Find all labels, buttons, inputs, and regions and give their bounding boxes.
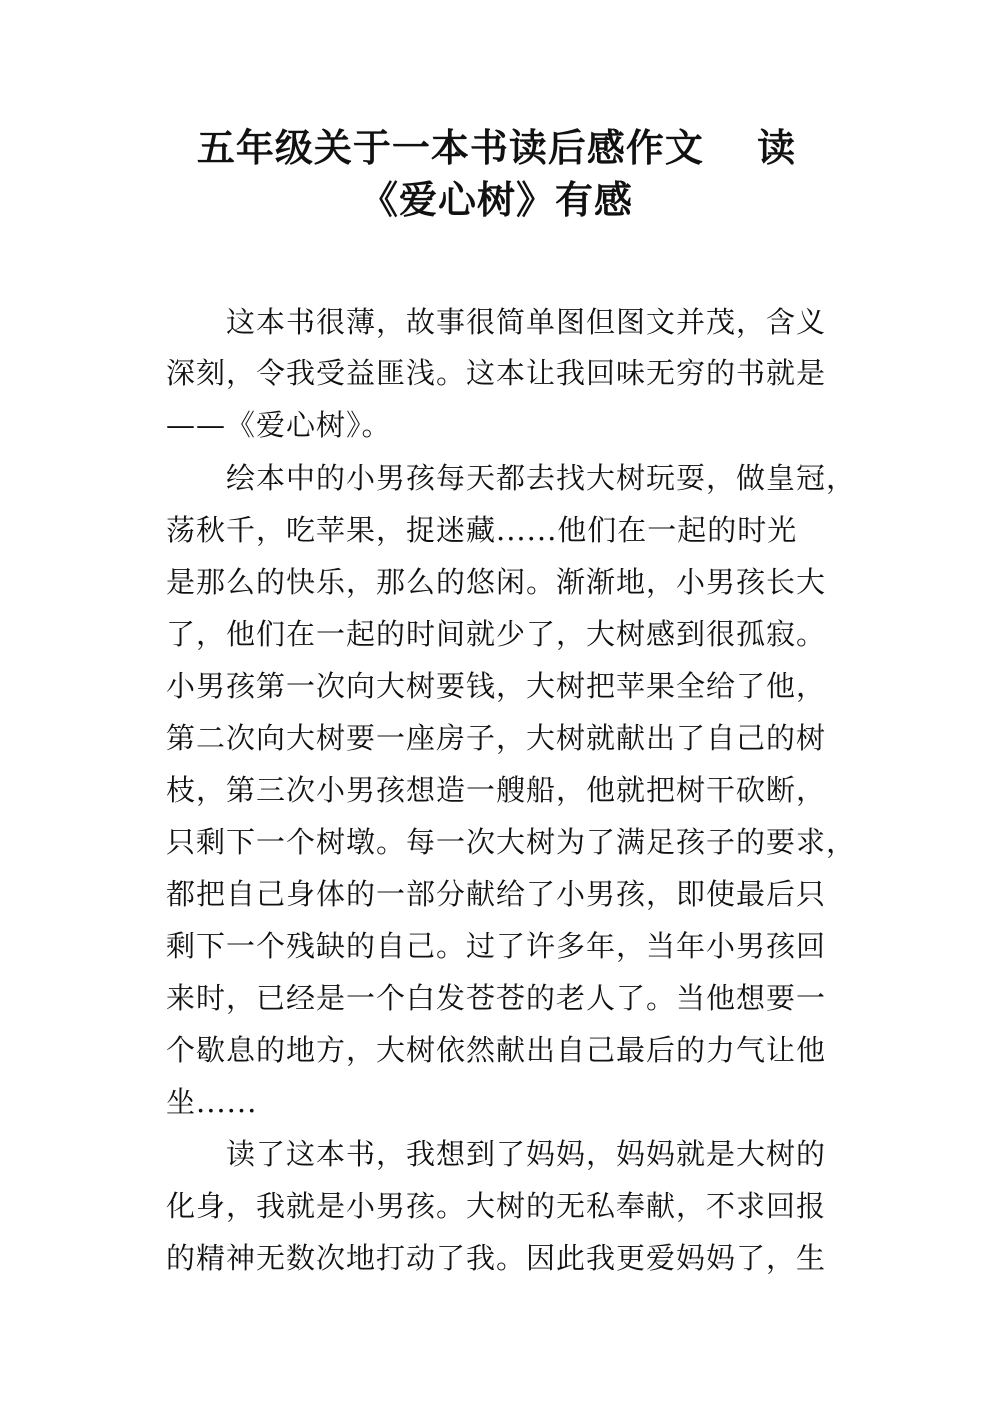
paragraph-3-line-3: 的精神无数次地打动了我。因此我更爱妈妈了，生 xyxy=(166,1241,827,1275)
paragraph-2-line-12: 个歇息的地方，大树依然献出自己最后的力气让他 xyxy=(166,1033,827,1067)
paragraph-1-line-1: 这本书很薄，故事很简单图但图文并茂，含义 xyxy=(166,305,827,339)
paragraph-3-line-2: 化身，我就是小男孩。大树的无私奉献，不求回报 xyxy=(166,1189,827,1223)
paragraph-2-line-4: 了，他们在一起的时间就少了，大树感到很孤寂。 xyxy=(166,617,827,651)
paragraph-1-line-3: ——《爱心树》。 xyxy=(166,408,392,442)
paragraph-1-line-2: 深刻，令我受益匪浅。这本让我回味无穷的书就是 xyxy=(166,356,827,390)
paragraph-2-line-8: 只剩下一个树墩。每一次大树为了满足孩子的要求， xyxy=(166,825,857,859)
paragraph-2-line-11: 来时，已经是一个白发苍苍的老人了。当他想要一 xyxy=(166,981,827,1015)
paragraph-2-line-9: 都把自己身体的一部分献给了小男孩，即使最后只 xyxy=(166,877,827,911)
paragraph-2-line-3: 是那么的快乐，那么的悠闲。渐渐地，小男孩长大 xyxy=(166,565,827,599)
paragraph-2-line-13: 坐...... xyxy=(166,1085,258,1119)
document-title-line-2: 《爱心树》有感 xyxy=(359,178,633,222)
paragraph-2-line-7: 枝，第三次小男孩想造一艘船，他就把树干砍断， xyxy=(166,773,827,807)
paragraph-2-line-5: 小男孩第一次向大树要钱，大树把苹果全给了他， xyxy=(166,669,827,703)
paragraph-2-line-2: 荡秋千，吃苹果，捉迷藏......他们在一起的时光 xyxy=(166,513,798,547)
paragraph-2-line-10: 剩下一个残缺的自己。过了许多年，当年小男孩回 xyxy=(166,929,827,963)
paragraph-2-line-6: 第二次向大树要一座房子，大树就献出了自己的树 xyxy=(166,721,827,755)
paragraph-3-line-1: 读了这本书，我想到了妈妈，妈妈就是大树的 xyxy=(166,1137,827,1171)
paragraph-2-line-1: 绘本中的小男孩每天都去找大树玩耍，做皇冠， xyxy=(166,461,857,495)
document-title-line-1: 五年级关于一本书读后感作文 读 xyxy=(196,126,797,170)
